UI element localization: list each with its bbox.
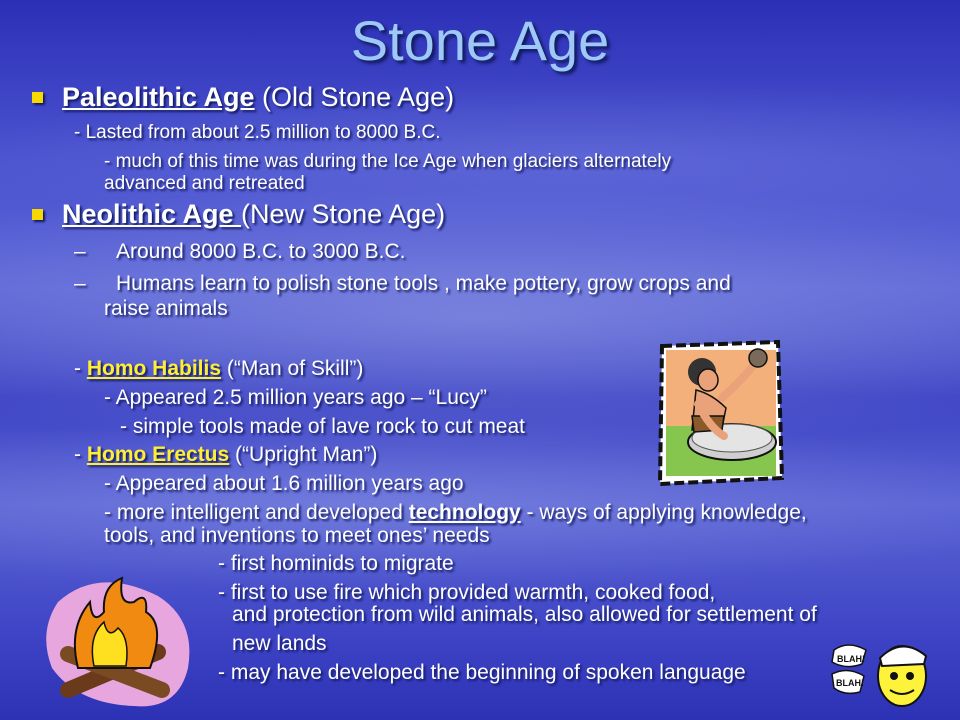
slide-title: Stone Age [350, 9, 610, 72]
bullet-neolithic-icon [32, 209, 43, 220]
paleolithic-term: Paleolithic Age [62, 82, 255, 112]
technology-term: technology [408, 501, 521, 524]
blah-text-1: BLAH! [837, 654, 865, 664]
campfire-clipart [38, 572, 194, 712]
habilis-line-2: - simple tools made of lave rock to cut meat [120, 415, 525, 438]
erectus-heading [74, 443, 377, 467]
erectus-line-4b: and protection from wild animals, also allowed for settlement of [232, 603, 817, 626]
paleolithic-paren: (Old Stone Age) [254, 82, 455, 112]
neolithic-paren: (New Stone Age) [241, 199, 446, 229]
paleolithic-line-2a: - much of this time was during the Ice Age when glaciers alternately [104, 151, 672, 172]
neolithic-line-2a-text: Humans learn to polish stone tools , make pottery, grow crops and [116, 272, 731, 295]
neolithic-line-1-text: Around 8000 B.C. to 3000 B.C. [116, 240, 406, 263]
erectus-line-5: - may have developed the beginning of spoken language [218, 661, 746, 684]
paleolithic-line-2b: advanced and retreated [104, 173, 305, 194]
neolithic-line-2a [74, 272, 731, 296]
habilis-heading [74, 357, 363, 381]
neolithic-heading [62, 199, 445, 230]
habilis-name: Homo Habilis [86, 357, 222, 380]
erectus-line-2a [104, 501, 807, 525]
habilis-prefix: - [74, 357, 87, 380]
erectus-line-3: - first hominids to migrate [218, 552, 454, 575]
erectus-suffix: (“Upright Man”) [229, 443, 378, 466]
paleolithic-heading [62, 82, 454, 113]
neolithic-line-1 [74, 240, 406, 264]
habilis-suffix: (“Man of Skill”) [221, 357, 364, 380]
blah-text-2: BLAH! [836, 678, 864, 688]
erectus-line-1: - Appeared about 1.6 million years ago [104, 472, 464, 495]
erectus-line-4c: new lands [232, 632, 327, 655]
habilis-line-1: - Appeared 2.5 million years ago – “Lucy” [104, 386, 487, 409]
dash-2: – [74, 272, 86, 295]
erectus-line-2a-post: - ways of applying knowledge, [520, 501, 807, 524]
dash-1: – [74, 240, 86, 263]
erectus-line-2a-pre: - more intelligent and developed [104, 501, 409, 524]
erectus-name: Homo Erectus [86, 443, 230, 466]
paleolithic-line-1: - Lasted from about 2.5 million to 8000 B.C. [74, 122, 441, 143]
neolithic-term: Neolithic Age [62, 199, 242, 229]
caveman-clipart [652, 338, 786, 490]
bullet-paleolithic-icon [32, 92, 43, 103]
erectus-line-2b: tools, and inventions to meet ones’ needs [104, 524, 490, 547]
erectus-line-4a: - first to use fire which provided warmth, cooked food, [218, 581, 716, 604]
erectus-prefix: - [74, 443, 87, 466]
neolithic-line-2b: raise animals [104, 297, 228, 320]
blah-cartoon-clipart [828, 640, 934, 718]
